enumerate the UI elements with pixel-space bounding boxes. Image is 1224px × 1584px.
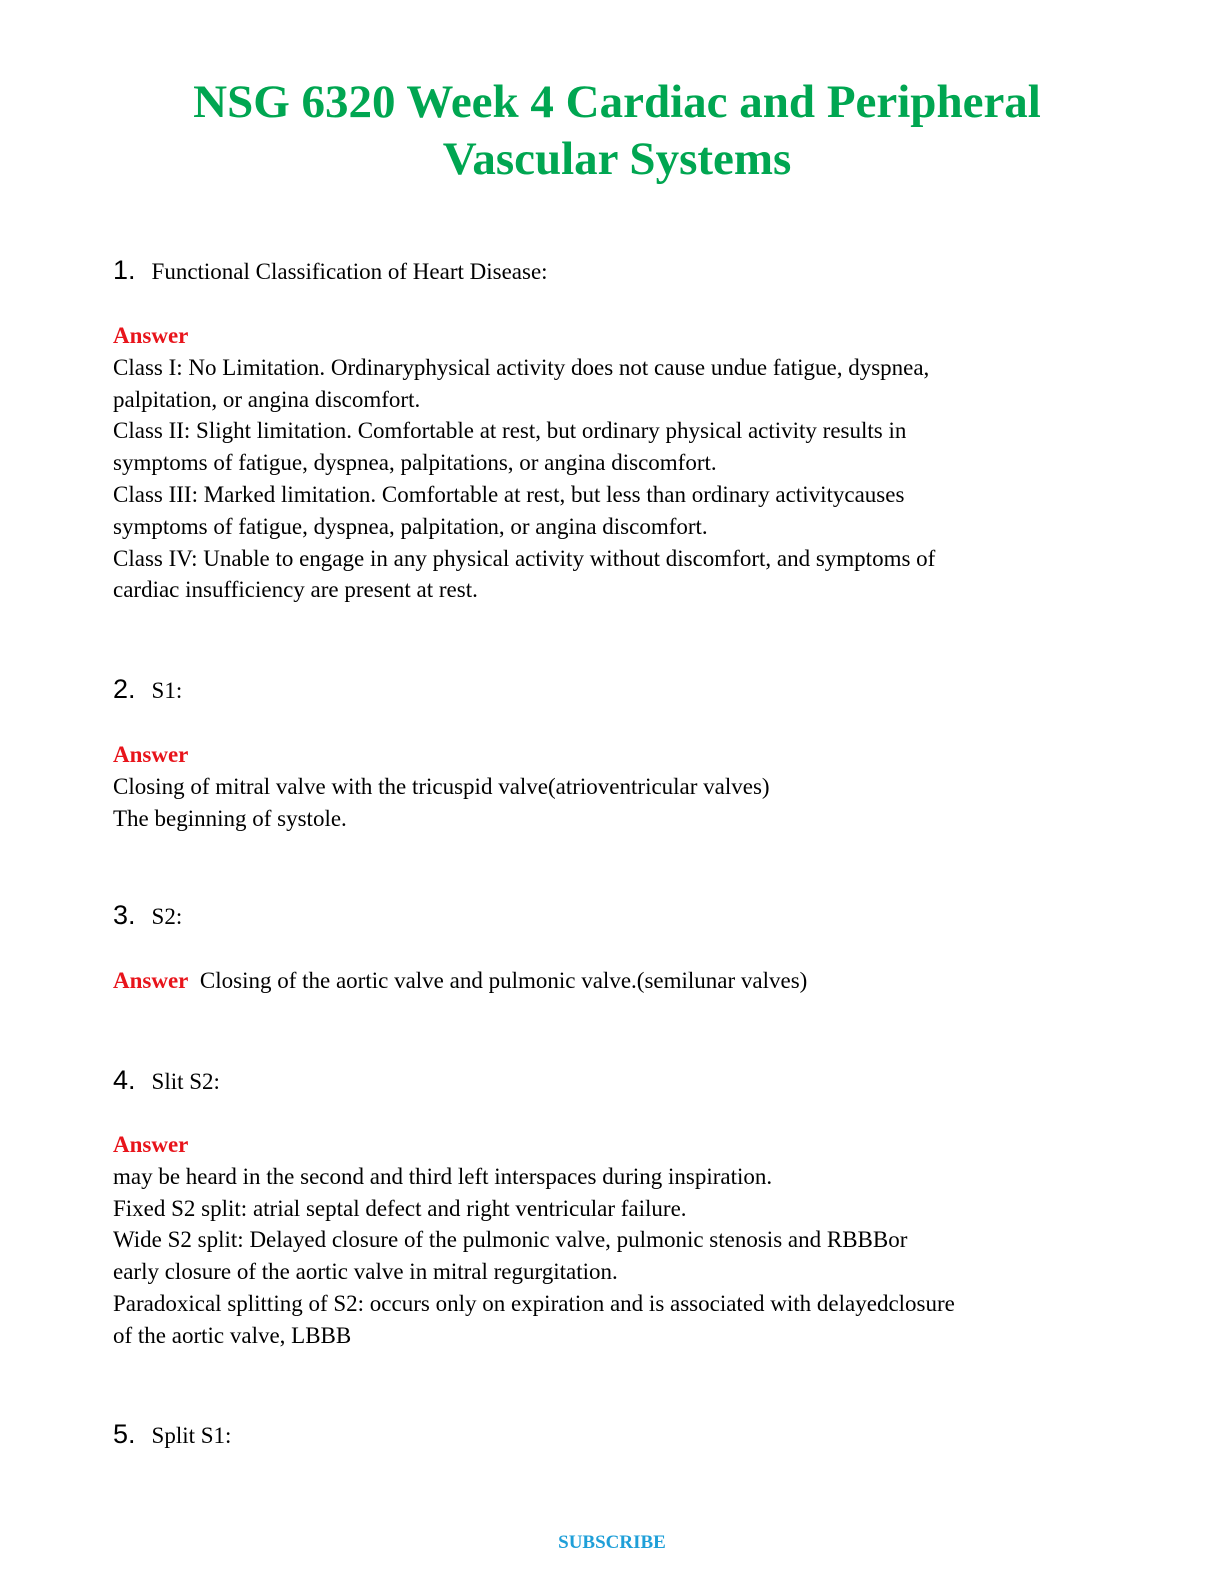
answer-block-2	[113, 739, 1123, 834]
answer-block-1	[113, 320, 1123, 606]
answer-block-4	[113, 1129, 1123, 1352]
answer-line: cardiac insufficiency are present at rest.	[113, 577, 478, 603]
answer-line: Class III: Marked limitation. Comfortable at rest, but less than ordinary activitycauses	[113, 481, 905, 507]
question-number: 2.	[113, 674, 136, 704]
question-number: 5.	[113, 1419, 136, 1449]
answer-line: Class IV: Unable to engage in any physical activity without discomfort, and symptoms of	[113, 545, 936, 571]
question-prompt: S2:	[151, 904, 183, 929]
answer-line: palpitation, or angina discomfort.	[113, 386, 421, 412]
answer-label: Answer	[113, 1132, 189, 1157]
answer-line: of the aortic valve, LBBB	[113, 1322, 352, 1348]
page-title	[60, 74, 1174, 188]
answer-line: Fixed S2 split: atrial septal defect and right ventricular failure.	[113, 1195, 687, 1221]
answer-label: Answer	[113, 968, 189, 993]
answer-line: symptoms of fatigue, dyspnea, palpitations, or angina discomfort.	[113, 450, 717, 476]
question-number: 4.	[113, 1065, 136, 1095]
answer-line: symptoms of fatigue, dyspnea, palpitation, or angina discomfort.	[113, 513, 708, 539]
question-5	[113, 1418, 231, 1452]
question-number: 1.	[113, 255, 136, 285]
question-2	[113, 673, 182, 707]
question-1	[113, 254, 548, 288]
answer-line: Class I: No Limitation. Ordinaryphysical activity does not cause undue fatigue, dyspnea,	[113, 354, 930, 380]
answer-line: The beginning of systole.	[113, 805, 347, 831]
question-prompt: Split S1:	[151, 1423, 232, 1448]
answer-line: Wide S2 split: Delayed closure of the pulmonic valve, pulmonic stenosis and RBBBor	[113, 1227, 908, 1253]
answer-line: may be heard in the second and third left interspaces during inspiration.	[113, 1163, 773, 1189]
answer-label: Answer	[113, 323, 189, 348]
question-4	[113, 1064, 220, 1098]
answer-line: Class II: Slight limitation. Comfortable at rest, but ordinary physical activity results in	[113, 418, 907, 444]
question-prompt: Slit S2:	[151, 1069, 220, 1094]
answer-line: early closure of the aortic valve in mitral regurgitation.	[113, 1259, 618, 1285]
page-title-line-2: Vascular Systems	[442, 133, 792, 185]
page-title-line-1: NSG 6320 Week 4 Cardiac and Peripheral	[193, 76, 1041, 128]
answer-line: Paradoxical splitting of S2: occurs only on expiration and is associated with delayedclosure	[113, 1290, 955, 1316]
answer-label: Answer	[113, 742, 189, 767]
answer-line: Closing of the aortic valve and pulmonic valve.(semilunar valves)	[199, 968, 808, 993]
answer-line: Closing of mitral valve with the tricuspid valve(atrioventricular valves)	[113, 773, 770, 799]
question-prompt: S1:	[151, 678, 183, 703]
subscribe-link[interactable]: SUBSCRIBE	[558, 1532, 666, 1553]
question-3	[113, 899, 182, 933]
question-prompt: Functional Classification of Heart Disease:	[151, 259, 548, 284]
answer-block-3	[113, 965, 1123, 997]
question-number: 3.	[113, 900, 136, 930]
